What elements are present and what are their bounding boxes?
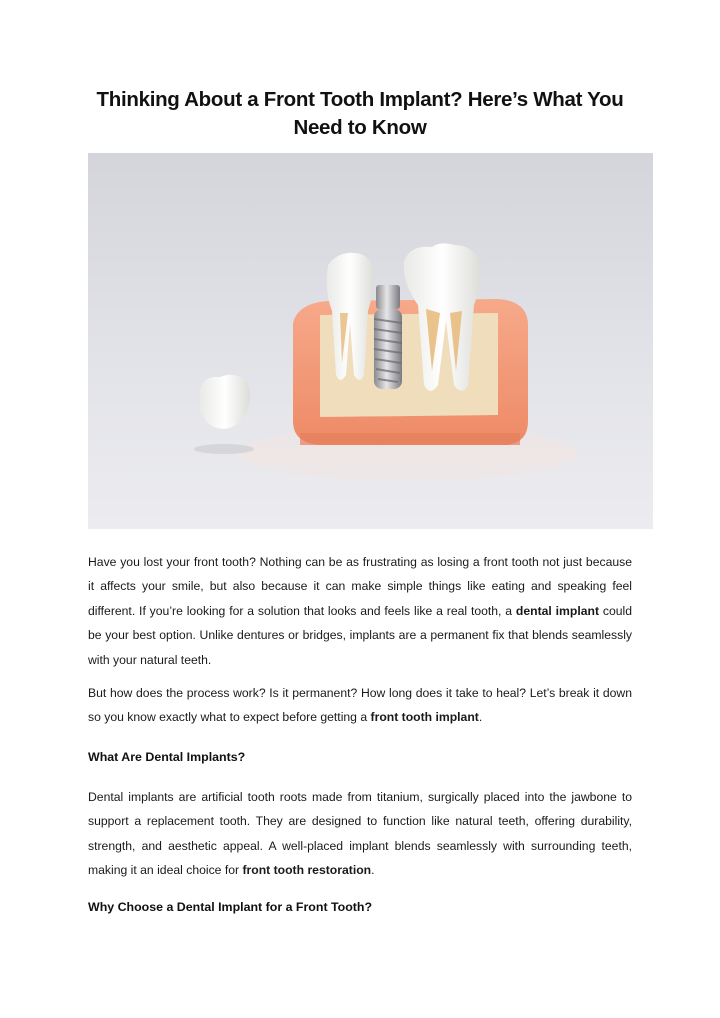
section1-paragraph-block <box>88 785 632 883</box>
front-tooth-implant-term: front tooth implant <box>370 710 479 725</box>
section-heading-block <box>88 745 632 769</box>
section2-heading-block <box>88 895 632 919</box>
section-heading-why-choose: Why Choose a Dental Implant for a Front Tooth? <box>88 900 373 914</box>
hero-image-dental-implant-model <box>88 153 653 529</box>
section-heading-dental-implants: What Are Dental Implants? <box>88 750 246 764</box>
section1-paragraph: Dental implants are artificial tooth roots made from titanium, surgically placed into the jawbone to support a replacement tooth. They are designed to function like natural teeth, offering durability, strength, and aesthetic appeal. A well-placed implant blends seamlessly with surrounding teeth, making it an ideal choice for front tooth restoration. <box>88 790 632 878</box>
dental-implant-term: dental implant <box>515 603 599 618</box>
page-title: Thinking About a Front Tooth Implant? Here’s What You Need to Know <box>96 88 624 139</box>
process-paragraph-block <box>88 681 632 730</box>
intro-paragraph: Have you lost your front tooth? Nothing can be as frustrating as losing a front tooth not just because it affects your smile, but also because it can make simple things like eating and speaking feel different. If you’re looking for a solution that looks and feels like a real tooth, a dental implant could be your best option. Unlike dentures or bridges, implants are a permanent fix that blends seamlessly with your natural teeth. <box>88 555 632 667</box>
front-tooth-restoration-term: front tooth restoration <box>242 863 372 878</box>
intro-paragraph-block <box>88 550 632 672</box>
process-paragraph: But how does the process work? Is it permanent? How long does it take to heal? Let’s break it down so you know exactly what to expect before getting a front tooth implant. <box>88 686 632 725</box>
